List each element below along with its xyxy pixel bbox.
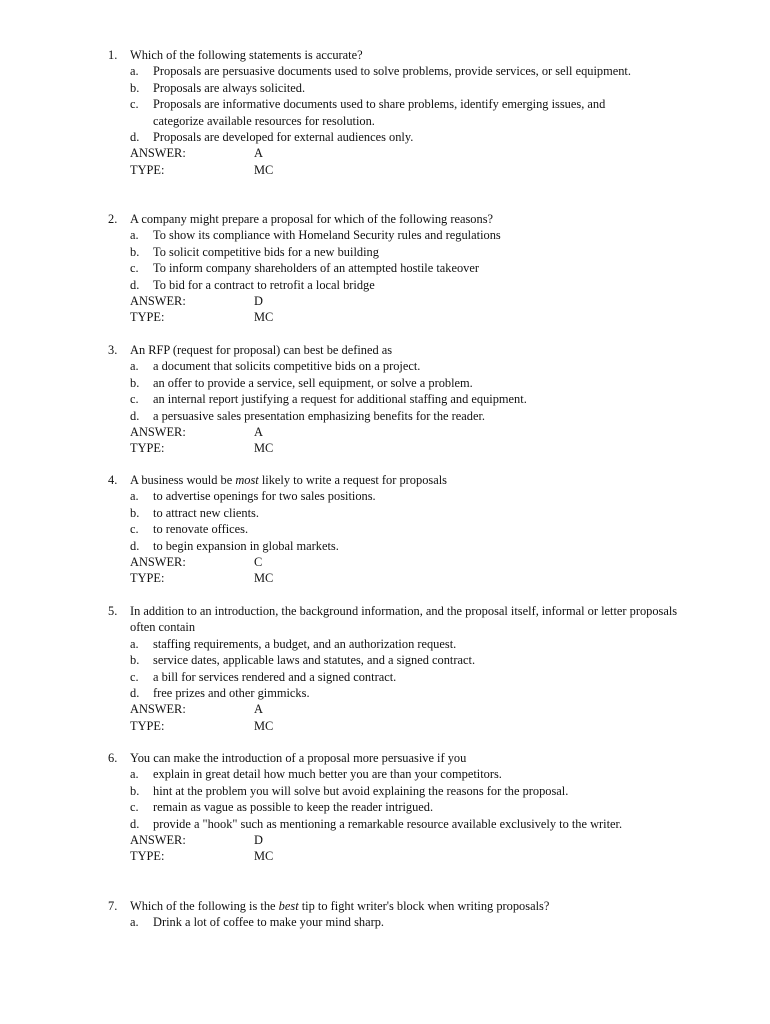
question-number: 7. — [108, 899, 118, 913]
option-text: To bid for a contract to retrofit a local bridge — [153, 277, 375, 292]
option-text: To inform company shareholders of an attempted hostile takeover — [153, 261, 480, 276]
option-d — [130, 408, 698, 424]
option-letter: a. — [130, 915, 139, 930]
option-b — [130, 244, 698, 260]
question-4 — [108, 472, 698, 587]
option-b — [130, 652, 698, 668]
option-letter: a. — [130, 767, 139, 782]
option-c — [130, 260, 698, 276]
type-label: TYPE: — [130, 571, 165, 586]
question-1 — [108, 47, 698, 178]
question-stem: Which of the following statements is accurate? — [130, 48, 363, 62]
option-text: hint at the problem you will solve but avoid explaining the reasons for the proposal. — [153, 783, 569, 798]
question-7 — [108, 898, 698, 931]
question-6 — [108, 750, 698, 865]
option-c — [130, 669, 698, 685]
option-letter: b. — [130, 375, 140, 390]
option-letter: b. — [130, 783, 140, 798]
type-line — [130, 309, 698, 325]
type-value: MC — [254, 441, 274, 456]
question-stem: You can make the introduction of a proposal more persuasive if you — [130, 751, 467, 765]
question-stem: An RFP (request for proposal) can best be defined as — [130, 343, 393, 357]
option-a — [130, 914, 698, 930]
option-text: to begin expansion in global markets. — [153, 538, 339, 553]
option-letter: c. — [130, 97, 139, 112]
option-letter: c. — [130, 800, 139, 815]
answer-value: C — [254, 555, 263, 570]
question-stem: A company might prepare a proposal for which of the following reasons? — [130, 212, 494, 226]
option-text: service dates, applicable laws and statutes, and a signed contract. — [153, 653, 476, 668]
option-letter: d. — [130, 816, 140, 831]
question-number: 2. — [108, 212, 118, 226]
option-b — [130, 783, 698, 799]
option-letter: b. — [130, 653, 140, 668]
option-b — [130, 375, 698, 391]
option-text: an offer to provide a service, sell equipment, or solve a problem. — [153, 375, 473, 390]
option-text: Proposals are persuasive documents used to solve problems, provide services, or sell equipment. — [153, 64, 631, 79]
question-5 — [108, 603, 698, 734]
answer-label: ANSWER: — [130, 555, 186, 570]
type-value: MC — [254, 310, 274, 325]
answer-label: ANSWER: — [130, 294, 186, 309]
type-line — [130, 848, 698, 864]
question-3 — [108, 342, 698, 457]
option-text: remain as vague as possible to keep the reader intrigued. — [153, 800, 434, 815]
answer-value: D — [254, 294, 263, 309]
answer-line — [130, 832, 698, 848]
option-b — [130, 505, 698, 521]
answer-value: D — [254, 833, 263, 848]
option-letter: c. — [130, 392, 139, 407]
type-label: TYPE: — [130, 849, 165, 864]
option-letter: d. — [130, 408, 140, 423]
type-line — [130, 440, 698, 456]
option-d — [130, 129, 698, 145]
answer-value: A — [254, 702, 263, 717]
option-text: to attract new clients. — [153, 505, 259, 520]
type-label: TYPE: — [130, 441, 165, 456]
answer-label: ANSWER: — [130, 425, 186, 440]
answer-line — [130, 554, 698, 570]
type-value: MC — [254, 571, 274, 586]
option-text: free prizes and other gimmicks. — [153, 686, 310, 701]
option-letter: c. — [130, 261, 139, 276]
type-label: TYPE: — [130, 718, 165, 733]
option-text: Proposals are developed for external audiences only. — [153, 130, 414, 145]
answer-value: A — [254, 425, 263, 440]
type-label: TYPE: — [130, 162, 165, 177]
option-d — [130, 277, 698, 293]
option-c — [130, 521, 698, 537]
question-stem: A business would be most likely to write a request for proposals — [130, 473, 447, 487]
emphasis-most: most — [235, 473, 259, 487]
option-letter: b. — [130, 244, 140, 259]
option-a — [130, 488, 698, 504]
answer-label: ANSWER: — [130, 702, 186, 717]
question-number: 6. — [108, 751, 118, 765]
option-b — [130, 80, 698, 96]
option-c — [130, 391, 698, 407]
option-letter: c. — [130, 669, 139, 684]
emphasis-best: best — [278, 899, 299, 913]
type-value: MC — [254, 849, 274, 864]
question-stem: Which of the following is the best tip to fight writer's block when writing proposals? — [130, 899, 550, 913]
option-text: Drink a lot of coffee to make your mind sharp. — [153, 915, 384, 930]
option-a — [130, 227, 698, 243]
type-line — [130, 718, 698, 734]
option-text: staffing requirements, a budget, and an authorization request. — [153, 636, 457, 651]
option-a — [130, 636, 698, 652]
option-letter: d. — [130, 130, 140, 145]
answer-value: A — [254, 146, 263, 161]
option-letter: a. — [130, 64, 139, 79]
option-letter: a. — [130, 359, 139, 374]
option-text: explain in great detail how much better you are than your competitors. — [153, 767, 502, 782]
option-text: a persuasive sales presentation emphasizing benefits for the reader. — [153, 408, 486, 423]
answer-line — [130, 293, 698, 309]
option-text: Proposals are informative documents used to share problems, identify emerging issues, and categorize available resources for resolution. — [153, 97, 606, 128]
type-line — [130, 162, 698, 178]
option-d — [130, 685, 698, 701]
answer-line — [130, 424, 698, 440]
question-2 — [108, 211, 698, 326]
option-a — [130, 63, 698, 79]
question-number: 4. — [108, 473, 118, 487]
option-text: to renovate offices. — [153, 522, 249, 537]
answer-line — [130, 701, 698, 717]
type-value: MC — [254, 162, 274, 177]
question-number: 3. — [108, 343, 118, 357]
option-letter: d. — [130, 538, 140, 553]
answer-label: ANSWER: — [130, 146, 186, 161]
type-value: MC — [254, 718, 274, 733]
option-a — [130, 358, 698, 374]
option-text: a document that solicits competitive bids on a project. — [153, 359, 421, 374]
option-letter: d. — [130, 277, 140, 292]
question-number: 1. — [108, 48, 118, 62]
option-text: provide a "hook" such as mentioning a remarkable resource available exclusively to the writer. — [153, 816, 623, 831]
type-label: TYPE: — [130, 310, 165, 325]
option-letter: c. — [130, 522, 139, 537]
question-number: 5. — [108, 604, 118, 618]
option-text: a bill for services rendered and a signed contract. — [153, 669, 397, 684]
option-letter: d. — [130, 686, 140, 701]
option-d — [130, 538, 698, 554]
option-letter: a. — [130, 489, 139, 504]
answer-line — [130, 145, 698, 161]
option-text: an internal report justifying a request for additional staffing and equipment. — [153, 392, 527, 407]
option-text: To show its compliance with Homeland Security rules and regulations — [153, 228, 501, 243]
option-letter: b. — [130, 505, 140, 520]
type-line — [130, 570, 698, 586]
option-text: to advertise openings for two sales positions. — [153, 489, 376, 504]
option-d — [130, 816, 698, 832]
option-c — [130, 799, 698, 815]
option-text: To solicit competitive bids for a new building — [153, 244, 379, 259]
answer-label: ANSWER: — [130, 833, 186, 848]
option-text: Proposals are always solicited. — [153, 80, 306, 95]
option-a — [130, 766, 698, 782]
option-c — [130, 96, 698, 129]
option-letter: b. — [130, 80, 140, 95]
option-letter: a. — [130, 228, 139, 243]
question-stem: In addition to an introduction, the background information, and the proposal itself, informal or letter proposals often contain — [130, 604, 678, 635]
option-letter: a. — [130, 636, 139, 651]
